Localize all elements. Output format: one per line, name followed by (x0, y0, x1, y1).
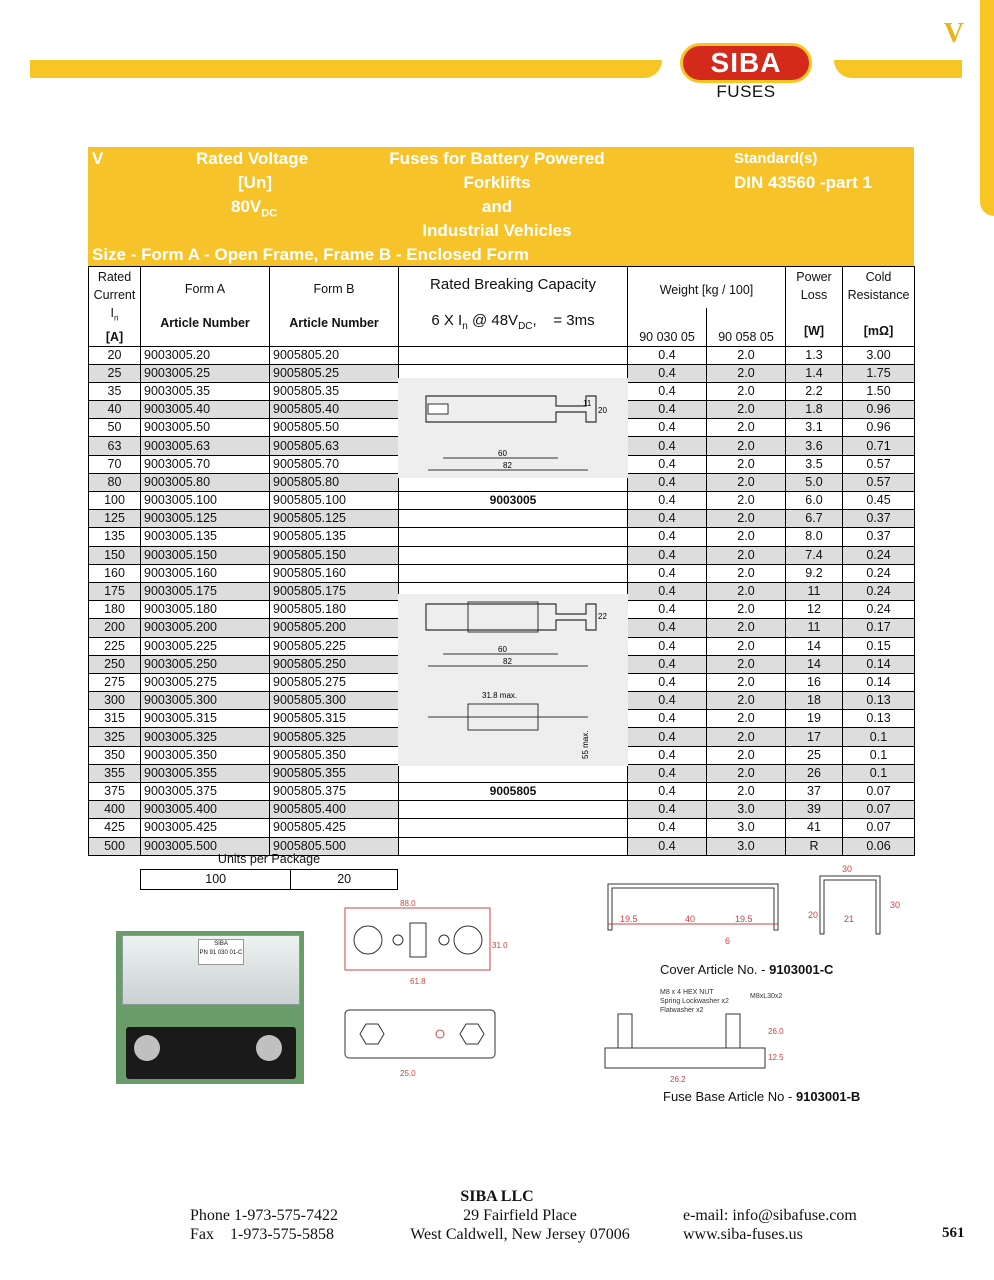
power-loss-cell: 1.3 (786, 346, 843, 364)
units-form-a: 100 (141, 870, 291, 890)
rated-current-cell: 20 (89, 346, 141, 364)
weight-form-b-cell: 2.0 (707, 546, 786, 564)
table-row (89, 764, 915, 782)
note-bolt: M8xL30x2 (750, 993, 783, 1000)
footer-email[interactable]: e-mail: info@sibafuse.com (683, 1207, 857, 1224)
form-a-article-cell: 9003005.80 (141, 473, 270, 491)
weight-form-a-cell: 0.4 (628, 619, 707, 637)
power-loss-cell: 18 (786, 692, 843, 710)
rated-current-cell: 150 (89, 546, 141, 564)
weight-form-a-cell: 0.4 (628, 346, 707, 364)
form-b-article-cell: 9005805.70 (270, 455, 399, 473)
dim-25: 25.0 (400, 1069, 416, 1078)
form-b-article-cell: 9005805.80 (270, 473, 399, 491)
weight-form-a-cell: 0.4 (628, 419, 707, 437)
cold-resistance-cell: 0.06 (843, 837, 915, 855)
dim-60-b: 60 (498, 645, 507, 654)
cold-resistance-header: Cold Resistance [mΩ] (843, 267, 915, 347)
rated-voltage-label: Rated Voltage (196, 149, 309, 168)
form-b-article-cell: 9005805.425 (270, 819, 399, 837)
form-b-article-cell: 9005805.315 (270, 710, 399, 728)
weight-form-a-cell: 0.4 (628, 837, 707, 855)
footer-fax: Fax 1-973-575-5858 (190, 1226, 334, 1243)
rated-current-cell: 300 (89, 692, 141, 710)
weight-form-b-cell: 2.0 (707, 437, 786, 455)
page-number: 561 (942, 1225, 965, 1241)
form-b-article-cell: 9005805.25 (270, 364, 399, 382)
dim-60-a: 60 (498, 449, 507, 458)
siba-logo: SIBA (680, 43, 812, 83)
rated-current-cell: 250 (89, 655, 141, 673)
weight-form-a-cell: 0.4 (628, 582, 707, 600)
rated-current-cell: 35 (89, 382, 141, 400)
breaking-capacity-header: Rated Breaking Capacity 6 X $I_n$ @ $48V_{DC}$, = 3ms (399, 267, 628, 347)
cold-resistance-cell: 0.07 (843, 801, 915, 819)
note-lockwasher: Spring Lockwasher x2 (660, 998, 729, 1005)
cold-resistance-cell: 0.37 (843, 528, 915, 546)
weight-form-a-cell: 0.4 (628, 564, 707, 582)
weight-form-a-cell: 0.4 (628, 437, 707, 455)
weight-form-b-cell: 2.0 (707, 764, 786, 782)
form-b-article-cell: 9005805.275 (270, 673, 399, 691)
power-loss-cell: 7.4 (786, 546, 843, 564)
power-loss-cell: 14 (786, 637, 843, 655)
form-a-article-cell: 9003005.20 (141, 346, 270, 364)
cold-resistance-cell: 1.75 (843, 364, 915, 382)
weight-form-b-cell: 2.0 (707, 710, 786, 728)
form-a-article-cell: 9003005.250 (141, 655, 270, 673)
weight-form-b-cell: 3.0 (707, 819, 786, 837)
weight-form-a-cell: 0.4 (628, 546, 707, 564)
form-b-article-cell: 9005805.20 (270, 346, 399, 364)
power-loss-cell: 17 (786, 728, 843, 746)
cold-resistance-cell: 0.1 (843, 728, 915, 746)
form-a-article-cell: 9003005.35 (141, 382, 270, 400)
breaking-capacity-cell (399, 764, 628, 782)
rated-current-cell: 175 (89, 582, 141, 600)
cold-resistance-cell: 0.13 (843, 692, 915, 710)
form-b-article-cell: 9005805.400 (270, 801, 399, 819)
un-label: [Un] (238, 173, 272, 192)
weight-form-a-cell: 0.4 (628, 783, 707, 801)
rated-current-cell: 200 (89, 619, 141, 637)
power-loss-cell: 11 (786, 582, 843, 600)
units-label: Units per Package (141, 850, 398, 870)
cold-resistance-cell: 3.00 (843, 346, 915, 364)
weight-form-a-cell: 0.4 (628, 801, 707, 819)
breaking-capacity-cell (399, 528, 628, 546)
power-loss-cell: 8.0 (786, 528, 843, 546)
header-bar-left (30, 60, 662, 78)
weight-form-a-cell: 0.4 (628, 728, 707, 746)
power-loss-cell: 25 (786, 746, 843, 764)
weight-form-a-cell: 0.4 (628, 692, 707, 710)
weight-form-b-cell: 2.0 (707, 601, 786, 619)
power-loss-cell: 16 (786, 673, 843, 691)
form-b-article-cell: 9005805.225 (270, 637, 399, 655)
form-b-article-cell: 9005805.250 (270, 655, 399, 673)
form-a-drawing (398, 378, 628, 478)
dim-88: 88.0 (400, 899, 416, 908)
form-a-article-cell: 9003005.315 (141, 710, 270, 728)
power-loss-cell: 3.1 (786, 419, 843, 437)
rated-current-cell: 100 (89, 492, 141, 510)
weight-form-a-cell: 0.4 (628, 492, 707, 510)
form-b-drawing-label: 9005805 (399, 783, 628, 801)
cover-dim-20: 20 (808, 910, 819, 920)
form-a-article-cell: 9003005.200 (141, 619, 270, 637)
form-b-article-cell: 9005805.175 (270, 582, 399, 600)
power-loss-cell: 12 (786, 601, 843, 619)
weight-form-b-cell: 2.0 (707, 564, 786, 582)
cold-resistance-cell: 0.24 (843, 546, 915, 564)
photo-label: SIBA PN 91 030 01-C (198, 939, 244, 965)
weight-form-b-cell: 2.0 (707, 492, 786, 510)
weight-col-1: 90 030 05 (639, 329, 695, 344)
weight-form-b-cell: 2.0 (707, 692, 786, 710)
rated-current-header: Rated Current $I_n$ [A] (89, 267, 141, 347)
rated-current-cell: 400 (89, 801, 141, 819)
rated-current-cell: 180 (89, 601, 141, 619)
terminal-bolt-left (134, 1035, 160, 1061)
form-a-article-cell: 9003005.160 (141, 564, 270, 582)
weight-form-a-cell: 0.4 (628, 673, 707, 691)
header-bar-right (834, 60, 962, 78)
rated-current-cell: 50 (89, 419, 141, 437)
weight-form-a-cell: 0.4 (628, 655, 707, 673)
rated-current-cell: 80 (89, 473, 141, 491)
weight-form-a-cell: 0.4 (628, 819, 707, 837)
weight-form-b-cell: 2.0 (707, 673, 786, 691)
power-loss-cell: 14 (786, 655, 843, 673)
table-row (89, 492, 915, 510)
table-row (89, 546, 915, 564)
cold-resistance-cell: 0.57 (843, 455, 915, 473)
form-b-article-cell: 9005805.180 (270, 601, 399, 619)
rated-current-cell: 70 (89, 455, 141, 473)
cold-resistance-cell: 0.14 (843, 673, 915, 691)
footer-address-2: West Caldwell, New Jersey 07006 (410, 1226, 630, 1243)
weight-form-a-cell: 0.4 (628, 473, 707, 491)
rated-current-cell: 160 (89, 564, 141, 582)
cold-resistance-cell: 0.17 (843, 619, 915, 637)
breaking-capacity-cell (399, 819, 628, 837)
breaking-capacity-cell (399, 510, 628, 528)
rated-current-cell: 315 (89, 710, 141, 728)
rated-current-cell: 135 (89, 528, 141, 546)
cold-resistance-cell: 0.24 (843, 564, 915, 582)
units-form-b: 20 (291, 870, 398, 890)
din-standard: DIN 43560 -part 1 (734, 173, 872, 192)
weight-form-b-cell: 2.0 (707, 401, 786, 419)
cold-resistance-cell: 0.45 (843, 492, 915, 510)
form-b-article-cell: 9005805.125 (270, 510, 399, 528)
dim-55: 55 max. (581, 730, 590, 759)
power-loss-cell: 11 (786, 619, 843, 637)
cold-resistance-cell: 0.71 (843, 437, 915, 455)
weight-form-b-cell: 2.0 (707, 419, 786, 437)
section-tab (980, 0, 994, 216)
form-b-article-cell: 9005805.325 (270, 728, 399, 746)
rated-current-cell: 25 (89, 364, 141, 382)
cold-resistance-cell: 0.96 (843, 401, 915, 419)
dim-318: 31.8 max. (482, 691, 518, 700)
table-row (89, 801, 915, 819)
form-b-article-cell: 9005805.200 (270, 619, 399, 637)
form-b-article-cell: 9005805.135 (270, 528, 399, 546)
voltage-value: $80V_{DC}$ (231, 197, 278, 220)
form-a-article-cell: 9003005.100 (141, 492, 270, 510)
power-loss-cell: 37 (786, 783, 843, 801)
title-line-1: Fuses for Battery Powered (389, 149, 605, 168)
dim-11-a: 11 (583, 399, 592, 408)
dim-22-b: 22 (598, 612, 607, 621)
weight-form-b-cell: 2.0 (707, 637, 786, 655)
form-a-article-cell: 9003005.180 (141, 601, 270, 619)
cold-resistance-cell: 0.07 (843, 783, 915, 801)
form-a-article-cell: 9003005.50 (141, 419, 270, 437)
units-per-package (140, 850, 398, 890)
rated-current-cell: 275 (89, 673, 141, 691)
footer-address-1: 29 Fairfield Place (463, 1207, 577, 1224)
power-loss-cell: 2.2 (786, 382, 843, 400)
form-a-article-cell: 9003005.425 (141, 819, 270, 837)
form-b-article-cell: 9005805.375 (270, 783, 399, 801)
form-b-article-cell: 9005805.300 (270, 692, 399, 710)
breaking-capacity-cell (399, 801, 628, 819)
standards-label: Standard(s) (734, 150, 818, 167)
rated-current-cell: 425 (89, 819, 141, 837)
form-a-article-cell: 9003005.70 (141, 455, 270, 473)
rated-current-cell: 225 (89, 637, 141, 655)
power-loss-cell: 1.8 (786, 401, 843, 419)
weight-form-a-cell: 0.4 (628, 528, 707, 546)
form-a-article-cell: 9003005.400 (141, 801, 270, 819)
rated-current-cell: 63 (89, 437, 141, 455)
rated-current-cell: 355 (89, 764, 141, 782)
section-v: V (92, 149, 104, 168)
weight-form-a-cell: 0.4 (628, 455, 707, 473)
side-dim-125: 12.5 (768, 1053, 784, 1062)
weight-form-a-cell: 0.4 (628, 746, 707, 764)
title-block (88, 147, 914, 266)
cold-resistance-cell: 1.50 (843, 382, 915, 400)
weight-form-a-cell: 0.4 (628, 510, 707, 528)
cold-resistance-cell: 0.1 (843, 764, 915, 782)
power-loss-cell: 6.0 (786, 492, 843, 510)
note-flatwasher: Flatwasher x2 (660, 1007, 704, 1014)
fuse-base-drawing (340, 898, 520, 1098)
dim-82-b: 82 (503, 657, 512, 666)
fuse-table (88, 266, 915, 856)
form-a-article-cell: 9003005.135 (141, 528, 270, 546)
breaking-capacity-cell (399, 346, 628, 364)
weight-form-b-cell: 2.0 (707, 582, 786, 600)
size-label: Size - Form A - Open Frame, Frame B - Enclosed Form (92, 245, 530, 264)
base-caption: Fuse Base Article No - 9103001-B (663, 1089, 861, 1104)
form-b-article-cell: 9005805.50 (270, 419, 399, 437)
form-a-article-cell: 9003005.175 (141, 582, 270, 600)
dim-618: 61.8 (410, 977, 426, 986)
terminal-bolt-right (256, 1035, 282, 1061)
cover-dim-6: 6 (725, 936, 731, 946)
power-loss-header: Power Loss [W] (786, 267, 843, 347)
rated-current-cell: 40 (89, 401, 141, 419)
power-loss-cell: 3.6 (786, 437, 843, 455)
title-line-4: Industrial Vehicles (422, 221, 572, 240)
weight-form-b-cell: 2.0 (707, 346, 786, 364)
weight-form-b-cell: 2.0 (707, 473, 786, 491)
form-b-article-cell: 9005805.40 (270, 401, 399, 419)
power-loss-cell: 3.5 (786, 455, 843, 473)
power-loss-cell: R (786, 837, 843, 855)
side-dim-26: 26.0 (768, 1027, 784, 1036)
cover-dim-30b: 30 (890, 900, 901, 910)
table-row (89, 528, 915, 546)
cold-resistance-cell: 0.13 (843, 710, 915, 728)
cold-resistance-cell: 0.07 (843, 819, 915, 837)
form-a-article-cell: 9003005.325 (141, 728, 270, 746)
cover-dim-21: 21 (844, 914, 855, 924)
form-a-article-cell: 9003005.25 (141, 364, 270, 382)
form-b-article-cell: 9005805.63 (270, 437, 399, 455)
weight-form-b-cell: 2.0 (707, 655, 786, 673)
weight-form-b-cell: 3.0 (707, 801, 786, 819)
dim-82-a: 82 (503, 461, 512, 470)
rated-current-cell: 325 (89, 728, 141, 746)
weight-form-b-cell: 3.0 (707, 837, 786, 855)
form-a-article-cell: 9003005.125 (141, 510, 270, 528)
form-a-article-cell: 9003005.225 (141, 637, 270, 655)
weight-form-b-cell: 2.0 (707, 619, 786, 637)
form-a-article-cell: 9003005.350 (141, 746, 270, 764)
table-row (89, 819, 915, 837)
dim-31: 31.0 (492, 941, 508, 950)
power-loss-cell: 39 (786, 801, 843, 819)
form-a-article-cell: 9003005.355 (141, 764, 270, 782)
weight-form-b-cell: 2.0 (707, 728, 786, 746)
fuse-base-photo (116, 931, 304, 1084)
rated-current-cell: 375 (89, 783, 141, 801)
weight-form-a-cell: 0.4 (628, 710, 707, 728)
footer-phone: Phone 1-973-575-7422 (190, 1207, 338, 1224)
form-b-header: Form B Article Number (270, 267, 399, 347)
form-a-article-cell: 9003005.500 (141, 837, 270, 855)
cold-resistance-cell: 0.57 (843, 473, 915, 491)
breaking-capacity-cell (399, 546, 628, 564)
table-row (89, 510, 915, 528)
form-a-header: Form A Article Number (141, 267, 270, 347)
note-hex-nut: M8 x 4 HEX NUT (660, 989, 714, 996)
cold-resistance-cell: 0.1 (843, 746, 915, 764)
form-a-article-cell: 9003005.300 (141, 692, 270, 710)
rated-current-cell: 500 (89, 837, 141, 855)
form-a-article-cell: 9003005.150 (141, 546, 270, 564)
weight-form-a-cell: 0.4 (628, 601, 707, 619)
form-a-article-cell: 9003005.375 (141, 783, 270, 801)
weight-form-a-cell: 0.4 (628, 401, 707, 419)
form-a-drawing-label: 9003005 (399, 492, 628, 510)
cold-resistance-cell: 0.15 (843, 637, 915, 655)
footer-website[interactable]: www.siba-fuses.us (683, 1226, 803, 1243)
form-b-article-cell: 9005805.350 (270, 746, 399, 764)
cover-dim-40: 40 (685, 914, 696, 924)
breaking-capacity-cell (399, 564, 628, 582)
cold-resistance-cell: 0.14 (843, 655, 915, 673)
table-row (89, 783, 915, 801)
weight-form-b-cell: 2.0 (707, 382, 786, 400)
form-b-drawing (398, 594, 628, 766)
power-loss-cell: 5.0 (786, 473, 843, 491)
cold-resistance-cell: 0.24 (843, 601, 915, 619)
weight-form-b-cell: 2.0 (707, 510, 786, 528)
breaking-capacity-cell (399, 837, 628, 855)
form-a-article-cell: 9003005.63 (141, 437, 270, 455)
form-b-article-cell: 9005805.150 (270, 546, 399, 564)
power-loss-cell: 41 (786, 819, 843, 837)
power-loss-cell: 1.4 (786, 364, 843, 382)
cover-drawing (600, 862, 920, 958)
power-loss-cell: 9.2 (786, 564, 843, 582)
footer-company: SIBA LLC (460, 1188, 534, 1205)
section-letter: V (943, 18, 964, 49)
weight-form-b-cell: 2.0 (707, 364, 786, 382)
weight-form-a-cell: 0.4 (628, 382, 707, 400)
cover-dim-195b: 19.5 (735, 914, 753, 924)
rated-current-cell: 350 (89, 746, 141, 764)
weight-form-b-cell: 2.0 (707, 783, 786, 801)
form-b-article-cell: 9005805.100 (270, 492, 399, 510)
weight-form-a-cell: 0.4 (628, 364, 707, 382)
dim-20-a: 20 (598, 406, 607, 415)
weight-form-a-cell: 0.4 (628, 637, 707, 655)
cover-dim-30: 30 (842, 864, 853, 874)
form-b-article-cell: 9005805.35 (270, 382, 399, 400)
table-row (89, 346, 915, 364)
cover-dim-195a: 19.5 (620, 914, 638, 924)
title-line-3: and (481, 197, 513, 216)
weight-form-b-cell: 2.0 (707, 746, 786, 764)
form-a-article-cell: 9003005.40 (141, 401, 270, 419)
cover-caption: Cover Article No. - 9103001-C (660, 962, 834, 977)
power-loss-cell: 6.7 (786, 510, 843, 528)
form-b-article-cell: 9005805.355 (270, 764, 399, 782)
power-loss-cell: 26 (786, 764, 843, 782)
cold-resistance-cell: 0.37 (843, 510, 915, 528)
cold-resistance-cell: 0.96 (843, 419, 915, 437)
weight-form-a-cell: 0.4 (628, 764, 707, 782)
power-loss-cell: 19 (786, 710, 843, 728)
weight-header: Weight [kg / 100] 90 030 05 90 058 05 (628, 267, 786, 347)
side-dim-262: 26.2 (670, 1075, 686, 1084)
table-row (89, 564, 915, 582)
weight-form-b-cell: 2.0 (707, 455, 786, 473)
base-side-drawing (600, 984, 800, 1086)
form-a-article-cell: 9003005.275 (141, 673, 270, 691)
form-b-article-cell: 9005805.160 (270, 564, 399, 582)
weight-col-2: 90 058 05 (706, 308, 785, 346)
title-line-2: Forklifts (463, 173, 531, 192)
logo-subtitle: FUSES (716, 82, 776, 101)
cold-resistance-cell: 0.24 (843, 582, 915, 600)
rated-current-cell: 125 (89, 510, 141, 528)
form-b-article-cell: 9005805.500 (270, 837, 399, 855)
weight-form-b-cell: 2.0 (707, 528, 786, 546)
